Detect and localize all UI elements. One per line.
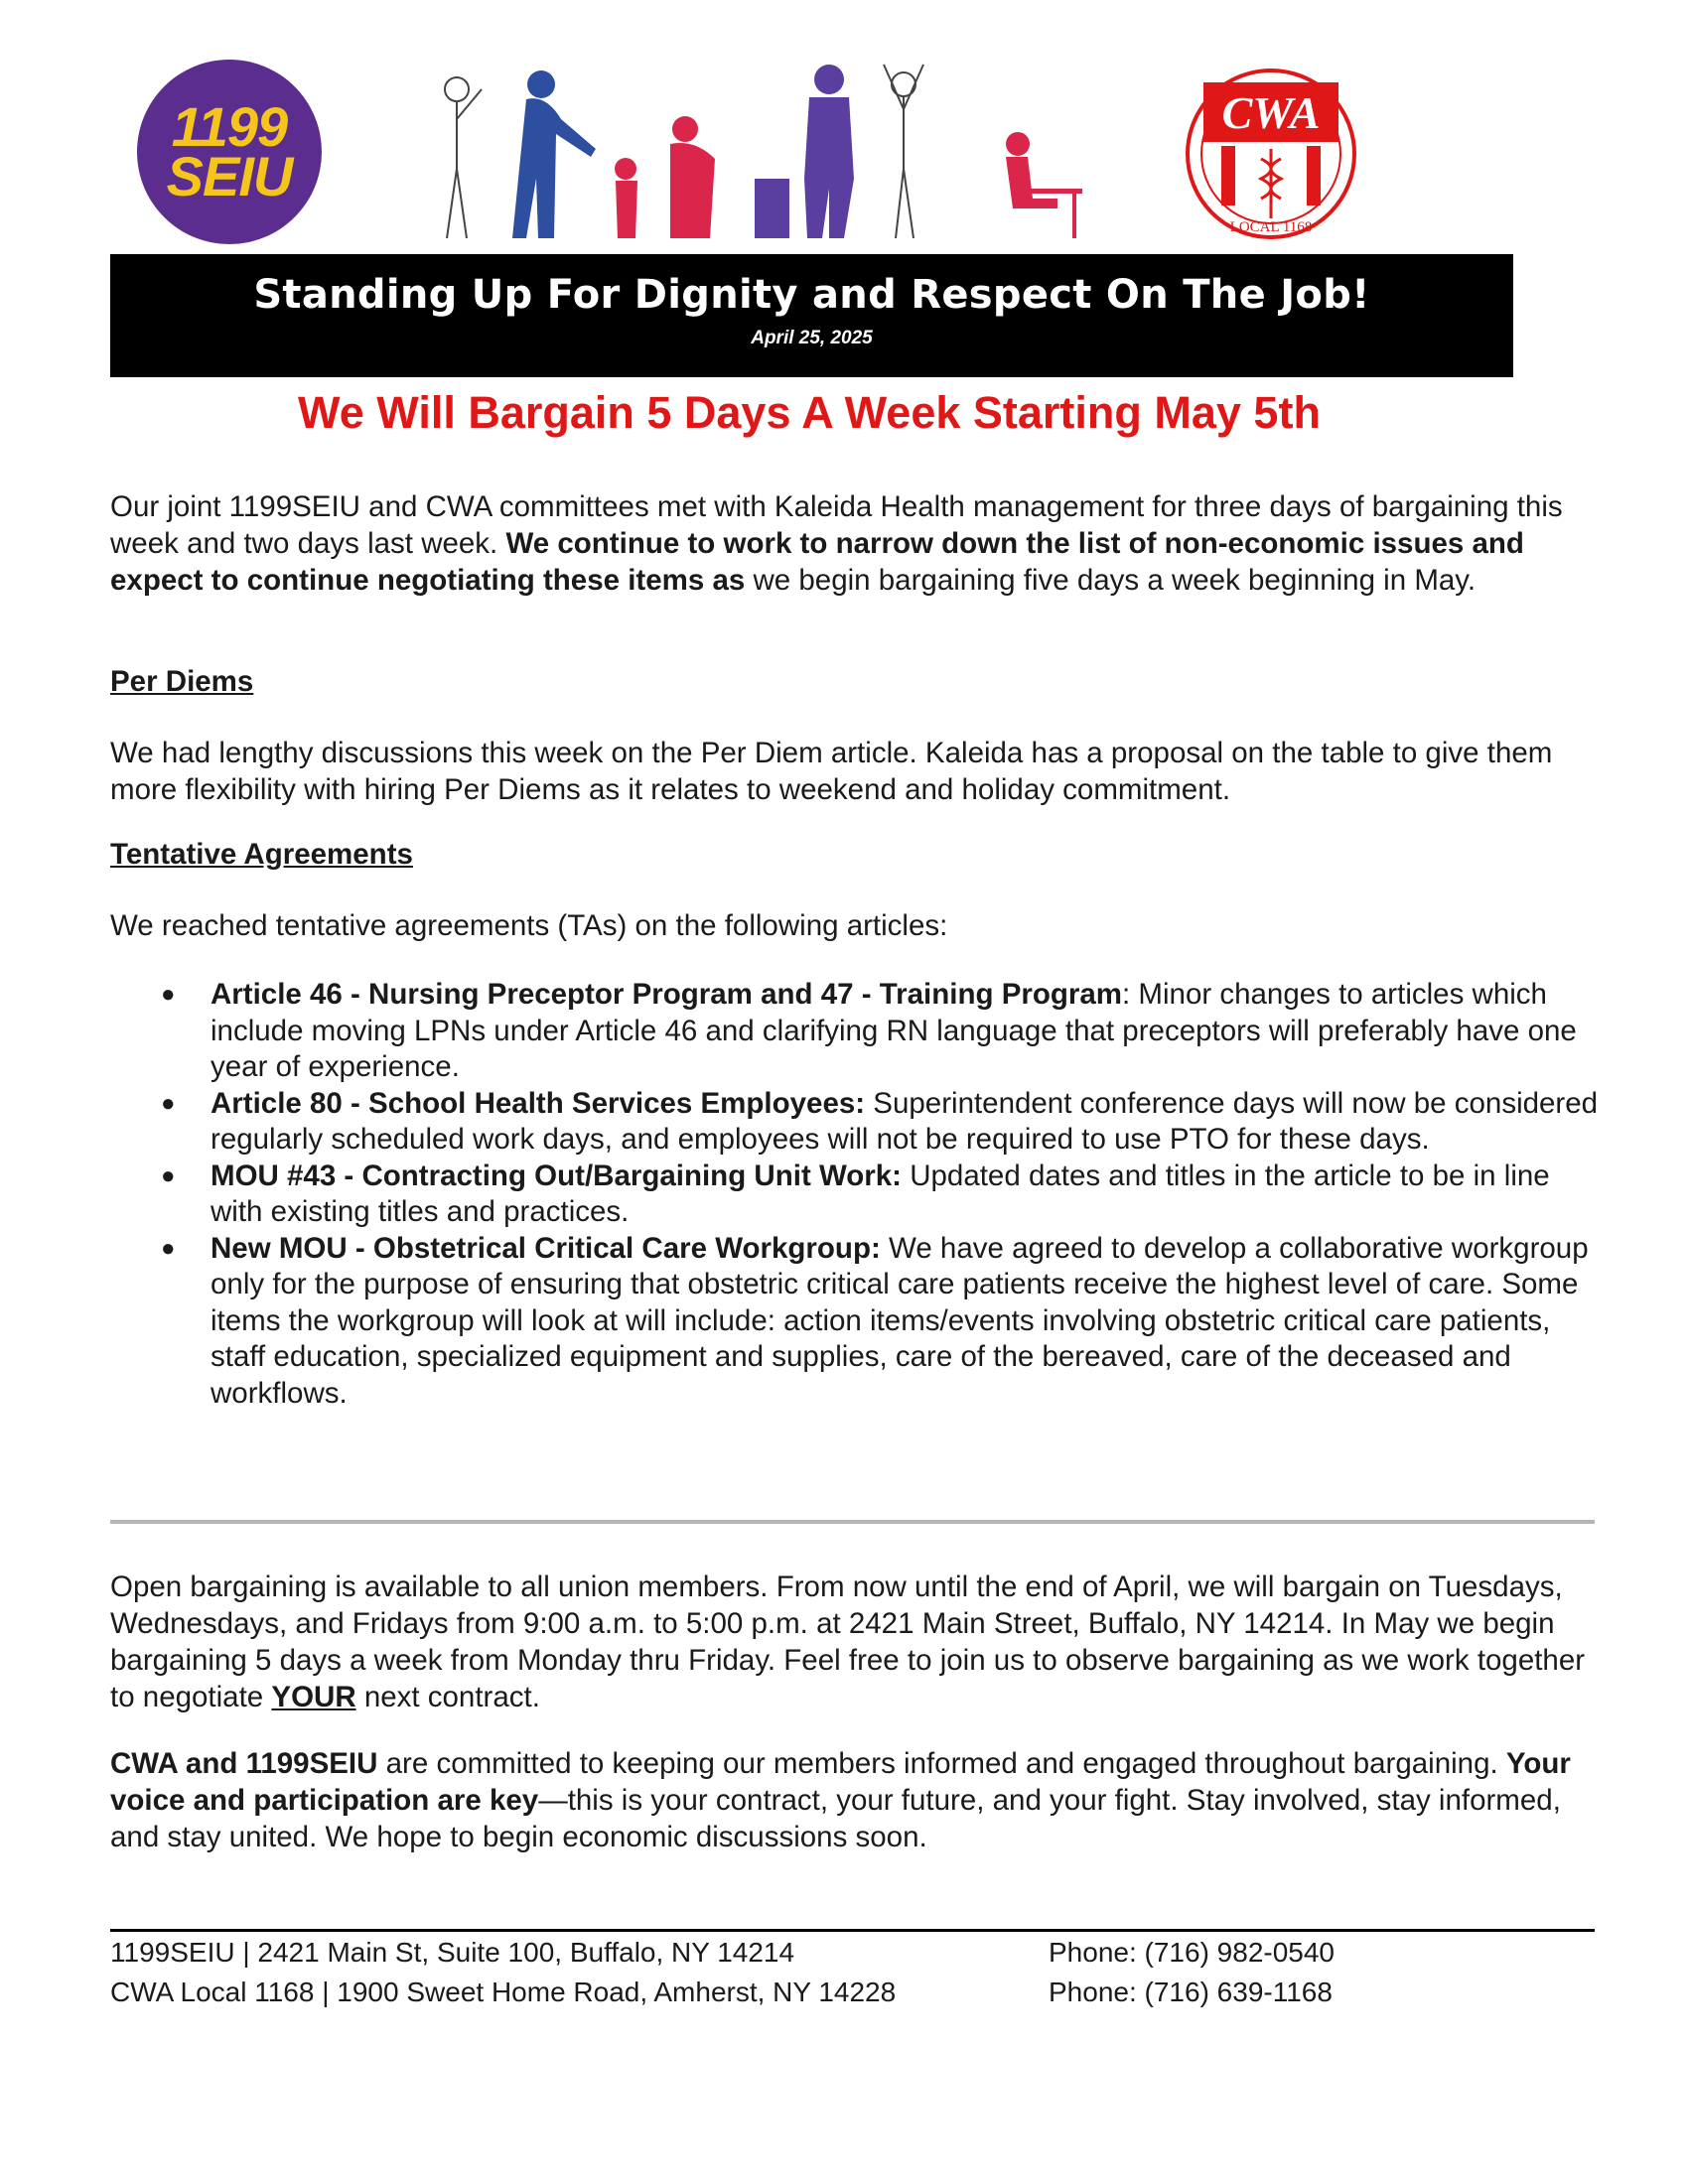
per-diems-heading: Per Diems — [110, 665, 254, 698]
footer-phone-1: Phone: (716) 982-0540 — [1049, 1937, 1335, 1968]
footer-rule — [110, 1929, 1595, 1932]
seiu-logo-line2: SEIU — [166, 145, 293, 207]
ta-item-title: New MOU - Obstetrical Critical Care Workgroup: — [211, 1231, 881, 1265]
healthcare-workers-illustration — [427, 50, 1082, 248]
ta-item-title: Article 80 - School Health Services Employees: — [211, 1086, 866, 1120]
bullet: ● — [161, 1234, 176, 1262]
ta-list — [149, 977, 1599, 1412]
cwa-local-1168-logo — [1182, 55, 1360, 253]
bullet: ● — [161, 1089, 176, 1117]
divider — [110, 1520, 1595, 1524]
closing-bold-1: CWA and 1199SEIU — [110, 1747, 378, 1780]
cwa-logo-local: LOCAL 1168 — [1229, 219, 1313, 235]
list-item — [149, 977, 1599, 1086]
closing-bold-2: Your voice and participation are key — [110, 1747, 1571, 1817]
footer-address-1: 1199SEIU | 2421 Main St, Suite 100, Buffalo, NY 14214 — [110, 1937, 795, 1968]
ta-item-text: Superintendent conference days will now be considered regularly scheduled work days, and employees will not be required to use PTO for these days. — [211, 1086, 1599, 1156]
title-banner — [110, 254, 1513, 377]
open-bargaining-text-1: Open bargaining is available to all union members. From now until the end of April, we will bargain on Tuesdays, Wednesdays, and Fridays from 9:00 a.m. to 5:00 p.m. at 2421 Main Street, Buffalo, NY 14214. In May we begin bargaining 5 days a week from Monday thru Friday. Feel free to join us to observe bargaining as we work together to negotiate — [110, 1570, 1586, 1713]
tentative-agreements-intro: We reached tentative agreements (TAs) on the following articles: — [110, 909, 948, 942]
seiu-logo-line1: 1199 — [171, 95, 288, 158]
intro-text-1: Our joint 1199SEIU and CWA committees met with Kaleida Health management for three days of bargaining this week and two days last week. — [110, 490, 1563, 560]
footer-address-2: CWA Local 1168 | 1900 Sweet Home Road, Amherst, NY 14228 — [110, 1977, 897, 2007]
ta-item-text: Updated dates and titles in the article to be in line with existing titles and practices. — [211, 1159, 1550, 1228]
banner-title: Standing Up For Dignity and Respect On The Job! — [253, 272, 1370, 318]
ta-item-title: MOU #43 - Contracting Out/Bargaining Unit Work: — [211, 1159, 903, 1192]
intro-paragraph — [110, 488, 1595, 599]
ta-item-title: Article 46 - Nursing Preceptor Program and 47 - Training Program — [211, 978, 1123, 1011]
ta-item-text: We have agreed to develop a collaborative workgroup only for the purpose of ensuring that obstetric critical care patients receive the highest level of care. Some items the workgroup will look at will include: action items/events involving obstetric critical care patients, staff education, specialized equipment and supplies, care of the bereaved, care of the deceased and workflows. — [211, 1231, 1589, 1410]
closing-text-2: —this is your contract, your future, and your fight. Stay involved, stay informed, and stay united. We hope to begin economic discussions soon. — [110, 1784, 1561, 1853]
cwa-logo-name: CWA — [1221, 87, 1321, 138]
intro-text-2: we begin bargaining five days a week beginning in May. — [745, 564, 1477, 597]
bullet: ● — [161, 981, 176, 1008]
intro-bold: We continue to work to narrow down the list of non-economic issues and expect to continue negotiating these items as — [110, 527, 1524, 597]
closing-paragraph — [110, 1745, 1595, 1855]
bullet: ● — [161, 1161, 176, 1189]
open-bargaining-text-2: next contract. — [355, 1681, 540, 1713]
open-bargaining-paragraph — [110, 1569, 1595, 1715]
page-headline: We Will Bargain 5 Days A Week Starting May 5th — [298, 387, 1321, 438]
per-diems-paragraph: We had lengthy discussions this week on the Per Diem article. Kaleida has a proposal on the table to give them more flexibility with hiring Per Diems as it relates to weekend and holiday commitment. — [110, 737, 1553, 806]
banner-date: April 25, 2025 — [751, 328, 873, 348]
list-item — [149, 1086, 1599, 1159]
closing-text-1: are committed to keeping our members informed and engaged throughout bargaining. — [377, 1747, 1506, 1780]
list-item — [149, 1231, 1599, 1413]
footer-phone-2: Phone: (716) 639-1168 — [1049, 1977, 1333, 2007]
list-item — [149, 1159, 1599, 1231]
open-bargaining-emphasis: YOUR — [271, 1681, 356, 1713]
ta-item-text: : Minor changes to articles which include moving LPNs under Article 46 and clarifying RN language that preceptors will preferably have one year of experience. — [211, 978, 1577, 1083]
tentative-agreements-heading: Tentative Agreements — [110, 838, 413, 871]
seiu-logo — [137, 60, 322, 244]
